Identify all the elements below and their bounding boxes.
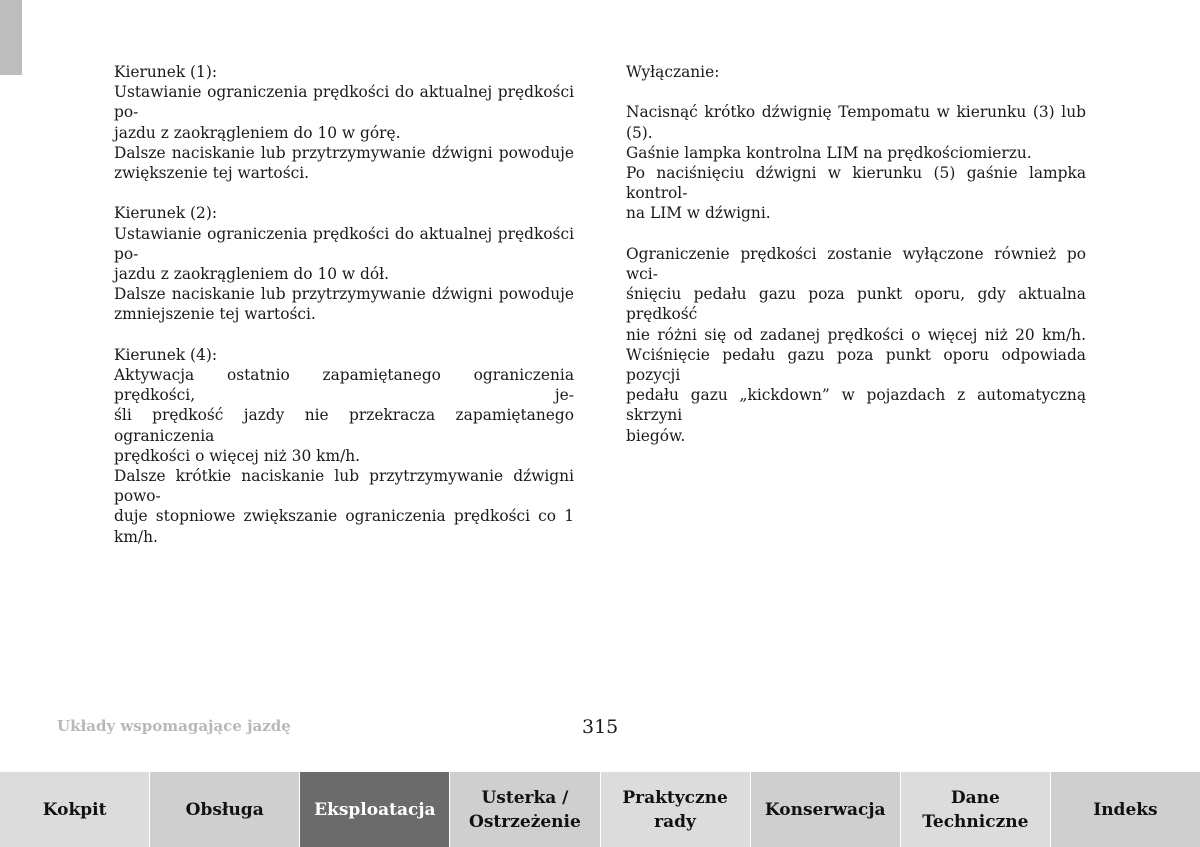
text-line: śnięciu pedału gazu poza punkt oporu, gdy aktualna prędkość <box>626 285 1086 324</box>
chapter-edge-marker <box>0 0 22 75</box>
left-paragraph <box>114 203 574 324</box>
nav-tab-obsługa[interactable]: Obsługa <box>150 772 300 847</box>
nav-tab-usterka-ostrzeżenie[interactable]: Usterka / Ostrzeżenie <box>450 772 600 847</box>
text-line: Kierunek (4): <box>114 345 218 364</box>
chapter-navigation <box>0 772 1200 847</box>
text-line: jazdu z zaokrągleniem do 10 w górę. <box>114 123 401 142</box>
text-line: prędkości o więcej niż 30 km/h. <box>114 446 361 465</box>
text-line: Po naciśnięciu dźwigni w kierunku (5) gaśnie lampka kontrol- <box>626 164 1086 203</box>
left-paragraph <box>114 345 574 547</box>
text-line: nie różni się od zadanej prędkości o więcej niż 20 km/h. <box>626 325 1086 344</box>
nav-tab-kokpit[interactable]: Kokpit <box>0 772 150 847</box>
right-text-column <box>626 62 1086 466</box>
nav-tab-konserwacja[interactable]: Konserwacja <box>751 772 901 847</box>
right-paragraph <box>626 62 1086 82</box>
text-line: Ustawianie ograniczenia prędkości do aktualnej prędkości po- <box>114 224 574 263</box>
right-paragraph <box>626 244 1086 446</box>
nav-tab-eksploatacja[interactable]: Eksploatacja <box>300 772 450 847</box>
text-line: Dalsze krótkie naciskanie lub przytrzymywanie dźwigni powo- <box>114 467 574 506</box>
text-line: Kierunek (2): <box>114 204 218 223</box>
page-number: 315 <box>582 716 619 738</box>
left-paragraph <box>114 62 574 183</box>
text-line: Wciśnięcie pedału gazu poza punkt oporu odpowiada pozycji <box>626 345 1086 385</box>
text-line: Ustawianie ograniczenia prędkości do aktualnej prędkości po- <box>114 83 574 122</box>
text-line: Ograniczenie prędkości zostanie wyłączone również po wci- <box>626 244 1086 283</box>
text-line: pedału gazu „kickdown” w pojazdach z automatyczną skrzyni <box>626 386 1086 425</box>
text-line: zmniejszenie tej wartości. <box>114 305 316 324</box>
text-line: Gaśnie lampka kontrolna LIM na prędkościomierzu. <box>626 143 1032 162</box>
nav-tab-dane-techniczne[interactable]: Dane Techniczne <box>901 772 1051 847</box>
text-line: Dalsze naciskanie lub przytrzymywanie dźwigni powoduje <box>114 143 574 162</box>
text-line: Kierunek (1): <box>114 63 218 81</box>
text-line: zwiększenie tej wartości. <box>114 164 310 183</box>
footer-section-title: Układy wspomagające jazdę <box>57 717 291 735</box>
left-text-column <box>114 62 574 567</box>
text-line: biegów. <box>626 426 686 445</box>
text-line: duje stopniowe zwiększanie ograniczenia prędkości co 1 km/h. <box>114 507 574 546</box>
nav-tab-indeks[interactable]: Indeks <box>1051 772 1200 847</box>
text-line: Dalsze naciskanie lub przytrzymywanie dźwigni powoduje <box>114 285 574 304</box>
text-line: Aktywacja ostatnio zapamiętanego ograniczenia prędkości, je- <box>114 366 574 405</box>
nav-tab-praktyczne-rady[interactable]: Praktyczne rady <box>601 772 751 847</box>
text-line: Nacisnąć krótko dźwignię Tempomatu w kierunku (3) lub (5). <box>626 103 1086 142</box>
text-line: śli prędkość jazdy nie przekracza zapamiętanego ograniczenia <box>114 406 574 445</box>
text-line: na LIM w dźwigni. <box>626 204 771 223</box>
text-line: Wyłączanie: <box>626 63 720 81</box>
right-paragraph <box>626 102 1086 223</box>
text-line: jazdu z zaokrągleniem do 10 w dół. <box>114 265 389 284</box>
